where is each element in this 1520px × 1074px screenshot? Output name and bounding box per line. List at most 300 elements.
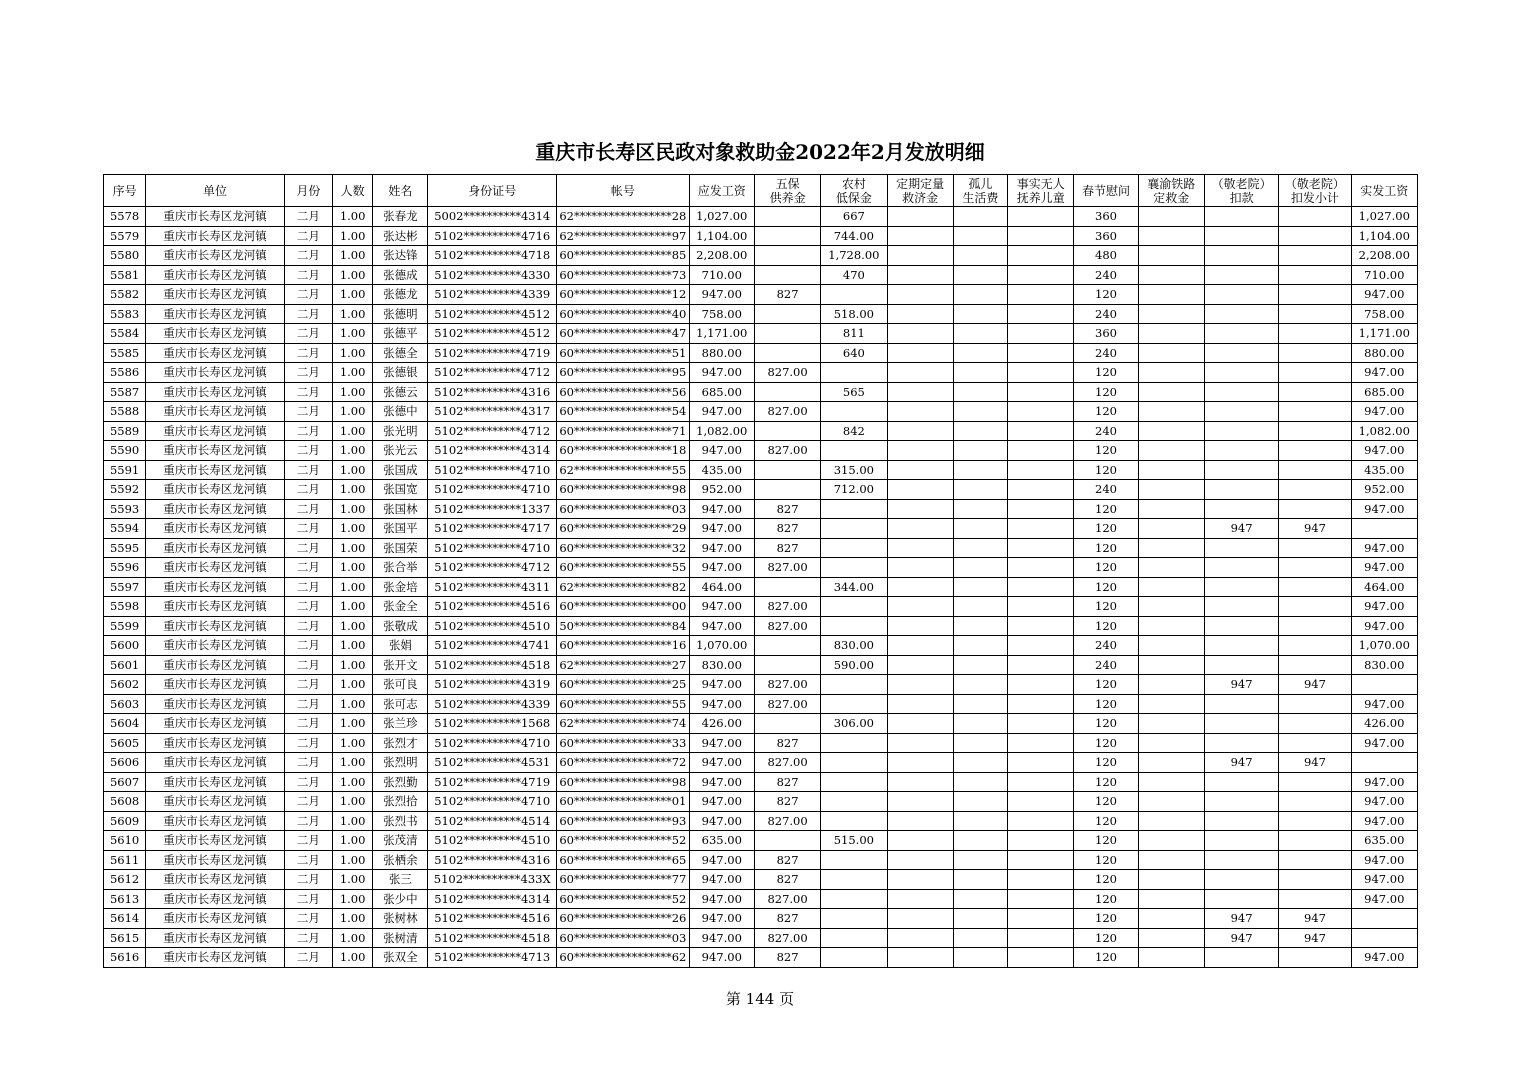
cell-col-wubao xyxy=(754,246,820,266)
cell-col-seq: 5592 xyxy=(104,480,146,500)
cell-col-festival: 240 xyxy=(1074,304,1138,324)
cell-col-orphan xyxy=(953,597,1007,617)
cell-col-net: 947.00 xyxy=(1351,870,1417,890)
cell-col-relief xyxy=(887,792,953,812)
cell-col-orphan xyxy=(953,324,1007,344)
cell-col-railway xyxy=(1138,499,1204,519)
cell-col-unit: 重庆市长寿区龙河镇 xyxy=(146,811,285,831)
cell-col-child xyxy=(1008,343,1074,363)
cell-col-festival: 120 xyxy=(1074,909,1138,929)
cell-col-seq: 5603 xyxy=(104,694,146,714)
cell-col-deduct xyxy=(1204,792,1278,812)
cell-col-name: 张国平 xyxy=(373,519,428,539)
cell-col-child xyxy=(1008,655,1074,675)
cell-col-month: 二月 xyxy=(284,655,332,675)
cell-col-deduct-subtotal xyxy=(1279,499,1351,519)
cell-col-festival: 120 xyxy=(1074,597,1138,617)
cell-col-railway xyxy=(1138,460,1204,480)
cell-col-account: 60*****************77 xyxy=(557,870,690,890)
cell-col-account: 60*****************55 xyxy=(557,694,690,714)
cell-col-month: 二月 xyxy=(284,363,332,383)
header-col-name: 姓名 xyxy=(373,175,428,207)
cell-col-account: 60*****************33 xyxy=(557,733,690,753)
cell-col-persons: 1.00 xyxy=(333,402,373,422)
cell-col-unit: 重庆市长寿区龙河镇 xyxy=(146,519,285,539)
cell-col-seq: 5595 xyxy=(104,538,146,558)
cell-col-gross: 635.00 xyxy=(689,831,754,851)
cell-col-wubao: 827 xyxy=(754,909,820,929)
cell-col-wubao: 827 xyxy=(754,870,820,890)
cell-col-gross: 947.00 xyxy=(689,909,754,929)
cell-col-month: 二月 xyxy=(284,753,332,773)
cell-col-gross: 947.00 xyxy=(689,694,754,714)
cell-col-id: 5102**********4741 xyxy=(428,636,557,656)
cell-col-orphan xyxy=(953,499,1007,519)
cell-col-net: 880.00 xyxy=(1351,343,1417,363)
cell-col-account: 60*****************32 xyxy=(557,538,690,558)
cell-col-child xyxy=(1008,675,1074,695)
cell-col-month: 二月 xyxy=(284,811,332,831)
cell-col-name: 张少中 xyxy=(373,889,428,909)
cell-col-child xyxy=(1008,265,1074,285)
cell-col-seq: 5578 xyxy=(104,207,146,227)
table-row xyxy=(104,558,1418,578)
table-row xyxy=(104,636,1418,656)
cell-col-seq: 5602 xyxy=(104,675,146,695)
cell-col-net: 952.00 xyxy=(1351,480,1417,500)
cell-col-account: 60*****************47 xyxy=(557,324,690,344)
cell-col-deduct-subtotal xyxy=(1279,285,1351,305)
cell-col-dibao xyxy=(821,733,887,753)
cell-col-festival: 120 xyxy=(1074,382,1138,402)
header-col-net: 实发工资 xyxy=(1351,175,1417,207)
cell-col-dibao xyxy=(821,597,887,617)
cell-col-persons: 1.00 xyxy=(333,460,373,480)
cell-col-relief xyxy=(887,441,953,461)
cell-col-persons: 1.00 xyxy=(333,519,373,539)
cell-col-orphan xyxy=(953,207,1007,227)
table-row xyxy=(104,655,1418,675)
table-row xyxy=(104,909,1418,929)
cell-col-month: 二月 xyxy=(284,889,332,909)
cell-col-deduct xyxy=(1204,538,1278,558)
cell-col-month: 二月 xyxy=(284,226,332,246)
cell-col-net: 710.00 xyxy=(1351,265,1417,285)
cell-col-dibao xyxy=(821,948,887,968)
cell-col-gross: 1,082.00 xyxy=(689,421,754,441)
cell-col-gross: 1,027.00 xyxy=(689,207,754,227)
cell-col-persons: 1.00 xyxy=(333,265,373,285)
cell-col-dibao: 842 xyxy=(821,421,887,441)
table-row xyxy=(104,226,1418,246)
cell-col-name: 张德银 xyxy=(373,363,428,383)
cell-col-id: 5102**********4514 xyxy=(428,811,557,831)
table-row xyxy=(104,519,1418,539)
cell-col-wubao xyxy=(754,382,820,402)
cell-col-id: 5102**********4330 xyxy=(428,265,557,285)
cell-col-relief xyxy=(887,753,953,773)
cell-col-persons: 1.00 xyxy=(333,811,373,831)
cell-col-account: 62*****************28 xyxy=(557,207,690,227)
cell-col-persons: 1.00 xyxy=(333,694,373,714)
cell-col-orphan xyxy=(953,558,1007,578)
cell-col-unit: 重庆市长寿区龙河镇 xyxy=(146,733,285,753)
cell-col-unit: 重庆市长寿区龙河镇 xyxy=(146,480,285,500)
header-col-seq: 序号 xyxy=(104,175,146,207)
cell-col-relief xyxy=(887,538,953,558)
cell-col-seq: 5606 xyxy=(104,753,146,773)
table-row xyxy=(104,831,1418,851)
cell-col-persons: 1.00 xyxy=(333,733,373,753)
cell-col-unit: 重庆市长寿区龙河镇 xyxy=(146,948,285,968)
cell-col-railway xyxy=(1138,324,1204,344)
cell-col-orphan xyxy=(953,889,1007,909)
cell-col-relief xyxy=(887,382,953,402)
cell-col-festival: 360 xyxy=(1074,226,1138,246)
cell-col-name: 张栖余 xyxy=(373,850,428,870)
cell-col-child xyxy=(1008,753,1074,773)
cell-col-net xyxy=(1351,753,1417,773)
cell-col-seq: 5616 xyxy=(104,948,146,968)
cell-col-orphan xyxy=(953,460,1007,480)
cell-col-month: 二月 xyxy=(284,441,332,461)
cell-col-festival: 120 xyxy=(1074,558,1138,578)
cell-col-deduct-subtotal xyxy=(1279,421,1351,441)
cell-col-relief xyxy=(887,870,953,890)
cell-col-month: 二月 xyxy=(284,733,332,753)
cell-col-wubao: 827 xyxy=(754,538,820,558)
cell-col-festival: 120 xyxy=(1074,441,1138,461)
cell-col-persons: 1.00 xyxy=(333,850,373,870)
cell-col-festival: 120 xyxy=(1074,850,1138,870)
cell-col-account: 60*****************73 xyxy=(557,265,690,285)
cell-col-account: 60*****************98 xyxy=(557,480,690,500)
cell-col-name: 张双全 xyxy=(373,948,428,968)
cell-col-railway xyxy=(1138,519,1204,539)
cell-col-name: 张光明 xyxy=(373,421,428,441)
cell-col-unit: 重庆市长寿区龙河镇 xyxy=(146,382,285,402)
cell-col-month: 二月 xyxy=(284,636,332,656)
cell-col-deduct-subtotal xyxy=(1279,948,1351,968)
cell-col-relief xyxy=(887,636,953,656)
cell-col-month: 二月 xyxy=(284,480,332,500)
cell-col-relief xyxy=(887,889,953,909)
cell-col-wubao: 827.00 xyxy=(754,597,820,617)
table-row xyxy=(104,538,1418,558)
cell-col-net: 685.00 xyxy=(1351,382,1417,402)
cell-col-gross: 947.00 xyxy=(689,811,754,831)
table-row xyxy=(104,285,1418,305)
cell-col-gross: 830.00 xyxy=(689,655,754,675)
cell-col-id: 5102**********4311 xyxy=(428,577,557,597)
cell-col-deduct xyxy=(1204,577,1278,597)
cell-col-net: 1,027.00 xyxy=(1351,207,1417,227)
cell-col-orphan xyxy=(953,441,1007,461)
cell-col-child xyxy=(1008,285,1074,305)
header-col-orphan: 孤儿 生活费 xyxy=(953,175,1007,207)
cell-col-month: 二月 xyxy=(284,909,332,929)
cell-col-deduct xyxy=(1204,499,1278,519)
cell-col-persons: 1.00 xyxy=(333,636,373,656)
cell-col-dibao: 667 xyxy=(821,207,887,227)
cell-col-persons: 1.00 xyxy=(333,928,373,948)
cell-col-deduct xyxy=(1204,226,1278,246)
cell-col-deduct-subtotal xyxy=(1279,792,1351,812)
cell-col-unit: 重庆市长寿区龙河镇 xyxy=(146,831,285,851)
cell-col-relief xyxy=(887,363,953,383)
cell-col-persons: 1.00 xyxy=(333,714,373,734)
cell-col-relief xyxy=(887,909,953,929)
cell-col-deduct-subtotal: 947 xyxy=(1279,909,1351,929)
cell-col-gross: 947.00 xyxy=(689,285,754,305)
cell-col-unit: 重庆市长寿区龙河镇 xyxy=(146,577,285,597)
cell-col-child xyxy=(1008,733,1074,753)
cell-col-month: 二月 xyxy=(284,285,332,305)
cell-col-name: 张国宽 xyxy=(373,480,428,500)
table-row xyxy=(104,597,1418,617)
cell-col-gross: 435.00 xyxy=(689,460,754,480)
cell-col-net: 947.00 xyxy=(1351,792,1417,812)
cell-col-unit: 重庆市长寿区龙河镇 xyxy=(146,460,285,480)
cell-col-gross: 947.00 xyxy=(689,870,754,890)
cell-col-orphan xyxy=(953,753,1007,773)
cell-col-orphan xyxy=(953,480,1007,500)
header-col-id: 身份证号 xyxy=(428,175,557,207)
cell-col-relief xyxy=(887,850,953,870)
cell-col-festival: 120 xyxy=(1074,577,1138,597)
cell-col-seq: 5593 xyxy=(104,499,146,519)
cell-col-gross: 1,171.00 xyxy=(689,324,754,344)
cell-col-dibao: 518.00 xyxy=(821,304,887,324)
cell-col-persons: 1.00 xyxy=(333,226,373,246)
cell-col-festival: 120 xyxy=(1074,363,1138,383)
cell-col-deduct xyxy=(1204,831,1278,851)
cell-col-unit: 重庆市长寿区龙河镇 xyxy=(146,675,285,695)
cell-col-railway xyxy=(1138,850,1204,870)
cell-col-gross: 947.00 xyxy=(689,616,754,636)
cell-col-unit: 重庆市长寿区龙河镇 xyxy=(146,343,285,363)
cell-col-net: 758.00 xyxy=(1351,304,1417,324)
cell-col-unit: 重庆市长寿区龙河镇 xyxy=(146,694,285,714)
cell-col-wubao xyxy=(754,343,820,363)
cell-col-name: 张三 xyxy=(373,870,428,890)
cell-col-month: 二月 xyxy=(284,577,332,597)
cell-col-unit: 重庆市长寿区龙河镇 xyxy=(146,616,285,636)
cell-col-unit: 重庆市长寿区龙河镇 xyxy=(146,538,285,558)
cell-col-dibao: 811 xyxy=(821,324,887,344)
cell-col-wubao: 827 xyxy=(754,285,820,305)
cell-col-gross: 426.00 xyxy=(689,714,754,734)
cell-col-railway xyxy=(1138,597,1204,617)
table-row xyxy=(104,733,1418,753)
cell-col-deduct-subtotal xyxy=(1279,402,1351,422)
cell-col-unit: 重庆市长寿区龙河镇 xyxy=(146,421,285,441)
cell-col-seq: 5601 xyxy=(104,655,146,675)
cell-col-seq: 5582 xyxy=(104,285,146,305)
cell-col-month: 二月 xyxy=(284,597,332,617)
cell-col-unit: 重庆市长寿区龙河镇 xyxy=(146,441,285,461)
cell-col-deduct xyxy=(1204,811,1278,831)
table-row xyxy=(104,402,1418,422)
cell-col-deduct-subtotal xyxy=(1279,363,1351,383)
cell-col-month: 二月 xyxy=(284,792,332,812)
data-table xyxy=(103,174,1418,968)
cell-col-wubao: 827 xyxy=(754,792,820,812)
cell-col-id: 5102**********4339 xyxy=(428,285,557,305)
cell-col-id: 5102**********4518 xyxy=(428,928,557,948)
cell-col-deduct-subtotal xyxy=(1279,246,1351,266)
cell-col-dibao xyxy=(821,519,887,539)
page-title: 重庆市长寿区民政对象救助金2022年2月发放明细 xyxy=(535,140,985,164)
table-row xyxy=(104,304,1418,324)
cell-col-id: 5102**********4316 xyxy=(428,850,557,870)
cell-col-child xyxy=(1008,519,1074,539)
cell-col-gross: 1,104.00 xyxy=(689,226,754,246)
cell-col-deduct-subtotal xyxy=(1279,636,1351,656)
cell-col-wubao: 827 xyxy=(754,499,820,519)
cell-col-month: 二月 xyxy=(284,402,332,422)
cell-col-gross: 947.00 xyxy=(689,519,754,539)
cell-col-dibao xyxy=(821,850,887,870)
cell-col-railway xyxy=(1138,714,1204,734)
header-col-deduct-subtotal: （敬老院） 扣发小计 xyxy=(1279,175,1351,207)
cell-col-deduct xyxy=(1204,402,1278,422)
table-row xyxy=(104,480,1418,500)
cell-col-relief xyxy=(887,324,953,344)
cell-col-id: 5102**********4710 xyxy=(428,460,557,480)
cell-col-gross: 947.00 xyxy=(689,753,754,773)
cell-col-persons: 1.00 xyxy=(333,480,373,500)
cell-col-deduct xyxy=(1204,207,1278,227)
cell-col-persons: 1.00 xyxy=(333,441,373,461)
cell-col-festival: 240 xyxy=(1074,343,1138,363)
table-row xyxy=(104,753,1418,773)
cell-col-gross: 2,208.00 xyxy=(689,246,754,266)
cell-col-net: 947.00 xyxy=(1351,499,1417,519)
table-row xyxy=(104,246,1418,266)
cell-col-gross: 947.00 xyxy=(689,850,754,870)
cell-col-railway xyxy=(1138,285,1204,305)
cell-col-railway xyxy=(1138,421,1204,441)
cell-col-festival: 120 xyxy=(1074,519,1138,539)
cell-col-seq: 5614 xyxy=(104,909,146,929)
cell-col-orphan xyxy=(953,694,1007,714)
cell-col-id: 5102**********4710 xyxy=(428,538,557,558)
cell-col-unit: 重庆市长寿区龙河镇 xyxy=(146,636,285,656)
cell-col-wubao: 827.00 xyxy=(754,928,820,948)
cell-col-festival: 240 xyxy=(1074,636,1138,656)
table-row xyxy=(104,694,1418,714)
cell-col-account: 60*****************65 xyxy=(557,850,690,870)
cell-col-id: 5102**********4518 xyxy=(428,655,557,675)
cell-col-dibao xyxy=(821,363,887,383)
cell-col-account: 60*****************12 xyxy=(557,285,690,305)
cell-col-festival: 240 xyxy=(1074,265,1138,285)
cell-col-name: 张娟 xyxy=(373,636,428,656)
cell-col-child xyxy=(1008,207,1074,227)
cell-col-name: 张国成 xyxy=(373,460,428,480)
cell-col-deduct xyxy=(1204,343,1278,363)
cell-col-child xyxy=(1008,636,1074,656)
cell-col-deduct xyxy=(1204,616,1278,636)
cell-col-unit: 重庆市长寿区龙河镇 xyxy=(146,285,285,305)
cell-col-child xyxy=(1008,831,1074,851)
cell-col-railway xyxy=(1138,402,1204,422)
cell-col-dibao xyxy=(821,889,887,909)
cell-col-child xyxy=(1008,558,1074,578)
cell-col-dibao: 306.00 xyxy=(821,714,887,734)
cell-col-name: 张敬成 xyxy=(373,616,428,636)
cell-col-wubao: 827 xyxy=(754,850,820,870)
cell-col-railway xyxy=(1138,363,1204,383)
cell-col-id: 5102**********4516 xyxy=(428,909,557,929)
cell-col-deduct-subtotal xyxy=(1279,324,1351,344)
cell-col-account: 60*****************71 xyxy=(557,421,690,441)
cell-col-railway xyxy=(1138,558,1204,578)
cell-col-railway xyxy=(1138,343,1204,363)
cell-col-orphan xyxy=(953,636,1007,656)
cell-col-festival: 120 xyxy=(1074,792,1138,812)
cell-col-unit: 重庆市长寿区龙河镇 xyxy=(146,928,285,948)
cell-col-gross: 1,070.00 xyxy=(689,636,754,656)
cell-col-name: 张德中 xyxy=(373,402,428,422)
cell-col-orphan xyxy=(953,714,1007,734)
cell-col-net: 947.00 xyxy=(1351,733,1417,753)
cell-col-relief xyxy=(887,265,953,285)
cell-col-gross: 947.00 xyxy=(689,363,754,383)
cell-col-unit: 重庆市长寿区龙河镇 xyxy=(146,714,285,734)
cell-col-wubao: 827.00 xyxy=(754,694,820,714)
cell-col-id: 5102**********433X xyxy=(428,870,557,890)
cell-col-deduct: 947 xyxy=(1204,753,1278,773)
cell-col-gross: 947.00 xyxy=(689,928,754,948)
cell-col-name: 张树清 xyxy=(373,928,428,948)
cell-col-festival: 120 xyxy=(1074,285,1138,305)
cell-col-id: 5102**********4510 xyxy=(428,616,557,636)
cell-col-persons: 1.00 xyxy=(333,577,373,597)
cell-col-deduct xyxy=(1204,850,1278,870)
cell-col-deduct-subtotal: 947 xyxy=(1279,675,1351,695)
cell-col-seq: 5594 xyxy=(104,519,146,539)
cell-col-seq: 5604 xyxy=(104,714,146,734)
cell-col-dibao xyxy=(821,909,887,929)
cell-col-month: 二月 xyxy=(284,324,332,344)
cell-col-account: 60*****************93 xyxy=(557,811,690,831)
cell-col-month: 二月 xyxy=(284,948,332,968)
cell-col-name: 张茂清 xyxy=(373,831,428,851)
cell-col-relief xyxy=(887,226,953,246)
cell-col-dibao xyxy=(821,792,887,812)
cell-col-month: 二月 xyxy=(284,772,332,792)
cell-col-wubao xyxy=(754,831,820,851)
cell-col-relief xyxy=(887,577,953,597)
cell-col-dibao: 565 xyxy=(821,382,887,402)
cell-col-unit: 重庆市长寿区龙河镇 xyxy=(146,363,285,383)
cell-col-dibao: 470 xyxy=(821,265,887,285)
cell-col-name: 张兰珍 xyxy=(373,714,428,734)
cell-col-dibao xyxy=(821,616,887,636)
cell-col-id: 5102**********4314 xyxy=(428,441,557,461)
cell-col-railway xyxy=(1138,675,1204,695)
cell-col-name: 张可良 xyxy=(373,675,428,695)
cell-col-id: 5102**********4512 xyxy=(428,304,557,324)
cell-col-deduct: 947 xyxy=(1204,909,1278,929)
cell-col-relief xyxy=(887,772,953,792)
cell-col-name: 张国林 xyxy=(373,499,428,519)
cell-col-festival: 360 xyxy=(1074,324,1138,344)
cell-col-gross: 947.00 xyxy=(689,402,754,422)
cell-col-name: 张国荣 xyxy=(373,538,428,558)
